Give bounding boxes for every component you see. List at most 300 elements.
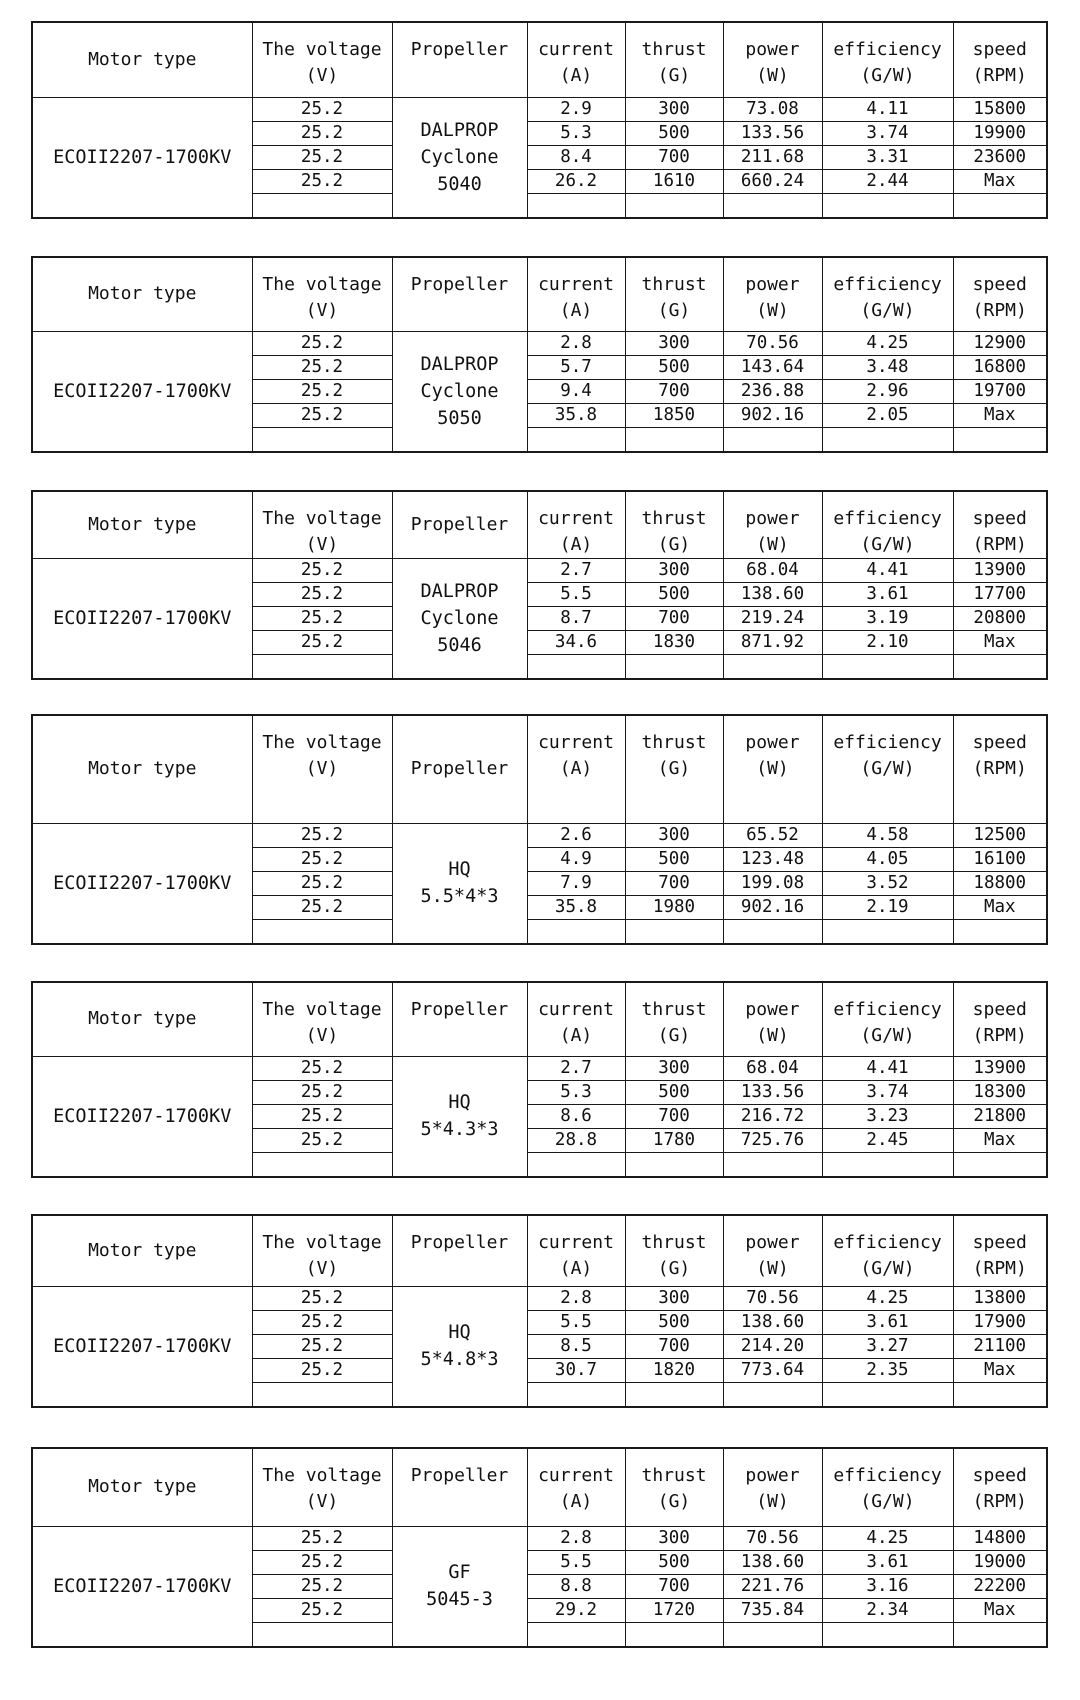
speed-cell: Max (953, 169, 1047, 193)
header-voltage-line: The voltage (262, 732, 382, 753)
propeller-line: HQ (448, 859, 471, 880)
power-cell: 216.72 (723, 1104, 822, 1128)
power-cell: 143.64 (723, 355, 822, 379)
header-power-line: (W) (756, 534, 789, 555)
efficiency-cell: 4.25 (822, 331, 953, 355)
current-cell (527, 1382, 625, 1407)
power-cell: 902.16 (723, 403, 822, 427)
efficiency-cell (822, 1152, 953, 1177)
propeller-line: DALPROP (420, 119, 499, 141)
current-cell: 8.4 (527, 145, 625, 169)
header-power (723, 715, 822, 823)
spec-table (31, 490, 1048, 680)
thrust-cell (625, 1382, 723, 1407)
propeller-line: 5*4.8*3 (420, 1349, 499, 1370)
efficiency-cell (822, 427, 953, 452)
voltage-cell: 25.2 (252, 895, 392, 919)
header-speed-line: (RPM) (972, 758, 1027, 779)
power-cell: 211.68 (723, 145, 822, 169)
efficiency-cell: 4.25 (822, 1526, 953, 1550)
voltage-cell: 25.2 (252, 631, 392, 655)
header-current-line: current (538, 732, 614, 753)
efficiency-cell: 3.19 (822, 607, 953, 631)
current-cell: 35.8 (527, 403, 625, 427)
speed-cell: Max (953, 1128, 1047, 1152)
propeller-cell (392, 823, 527, 944)
efficiency-cell: 2.44 (822, 169, 953, 193)
power-cell: 871.92 (723, 631, 822, 655)
speed-cell: 19900 (953, 121, 1047, 145)
thrust-cell: 1720 (625, 1598, 723, 1622)
thrust-cell: 300 (625, 1526, 723, 1550)
thrust-cell: 300 (625, 1056, 723, 1080)
header-current-line: (A) (559, 300, 593, 321)
current-cell: 9.4 (527, 379, 625, 403)
efficiency-cell (822, 1382, 953, 1407)
header-speed-line: speed (972, 274, 1027, 295)
current-cell (527, 655, 625, 680)
thrust-cell: 700 (625, 871, 723, 895)
header-voltage-line: The voltage (262, 999, 382, 1020)
table-row (32, 331, 1047, 355)
header-voltage-line: (V) (305, 758, 339, 779)
header-speed (953, 982, 1047, 1056)
header-speed-line: speed (972, 508, 1027, 529)
header-speed-line: speed (972, 732, 1027, 753)
current-cell (527, 919, 625, 944)
voltage-cell (252, 655, 392, 680)
header-efficiency-line: efficiency (833, 999, 942, 1020)
current-cell: 28.8 (527, 1128, 625, 1152)
motor-type-cell: ECOII2207-1700KV (32, 97, 252, 218)
speed-cell: 20800 (953, 607, 1047, 631)
header-thrust-line: (G) (657, 1491, 691, 1512)
voltage-cell: 25.2 (252, 145, 392, 169)
propeller-line: 5.5*4*3 (420, 886, 499, 907)
header-current-line: current (538, 39, 614, 60)
propeller-line: Cyclone (420, 380, 499, 402)
header-power-line: (W) (756, 1025, 789, 1046)
power-cell: 70.56 (723, 331, 822, 355)
speed-cell (953, 1152, 1047, 1177)
speed-cell: 12900 (953, 331, 1047, 355)
header-efficiency (822, 1448, 953, 1526)
header-current-line: (A) (559, 1258, 593, 1279)
thrust-cell: 700 (625, 1104, 723, 1128)
header-row (32, 22, 1047, 97)
thrust-cell: 700 (625, 1334, 723, 1358)
efficiency-cell: 2.10 (822, 631, 953, 655)
current-cell: 5.5 (527, 1550, 625, 1574)
speed-cell (953, 1622, 1047, 1647)
voltage-cell: 25.2 (252, 583, 392, 607)
thrust-cell: 700 (625, 607, 723, 631)
spec-table (31, 1447, 1048, 1648)
voltage-cell: 25.2 (252, 1358, 392, 1382)
header-thrust-line: thrust (641, 274, 707, 295)
current-cell: 5.7 (527, 355, 625, 379)
current-cell: 5.3 (527, 1080, 625, 1104)
header-row (32, 982, 1047, 1056)
power-cell: 70.56 (723, 1286, 822, 1310)
thrust-cell: 700 (625, 1574, 723, 1598)
efficiency-cell: 4.58 (822, 823, 953, 847)
header-speed (953, 491, 1047, 559)
header-propeller: Propeller (392, 257, 527, 331)
power-cell: 735.84 (723, 1598, 822, 1622)
header-speed (953, 22, 1047, 97)
power-cell: 902.16 (723, 895, 822, 919)
speed-cell: 12500 (953, 823, 1047, 847)
current-cell: 2.8 (527, 331, 625, 355)
header-power-line: power (745, 1465, 800, 1486)
propeller-line: Cyclone (420, 146, 499, 168)
header-efficiency-line: (G/W) (860, 65, 915, 86)
thrust-cell: 500 (625, 121, 723, 145)
current-cell: 2.8 (527, 1526, 625, 1550)
header-motor-type: Motor type (32, 1448, 252, 1526)
speed-cell: 18800 (953, 871, 1047, 895)
header-voltage-line: (V) (305, 1491, 339, 1512)
table-row (32, 1056, 1047, 1080)
header-row (32, 1448, 1047, 1526)
efficiency-cell (822, 1622, 953, 1647)
speed-cell: 19700 (953, 379, 1047, 403)
power-cell: 773.64 (723, 1358, 822, 1382)
header-thrust-line: thrust (641, 1465, 707, 1486)
current-cell: 30.7 (527, 1358, 625, 1382)
header-row (32, 715, 1047, 823)
header-propeller: Propeller (392, 715, 527, 823)
current-cell: 35.8 (527, 895, 625, 919)
current-cell: 8.8 (527, 1574, 625, 1598)
current-cell: 26.2 (527, 169, 625, 193)
spec-table (31, 714, 1048, 945)
voltage-cell: 25.2 (252, 1550, 392, 1574)
propeller-line: Cyclone (420, 608, 499, 629)
header-voltage (252, 982, 392, 1056)
thrust-cell: 1610 (625, 169, 723, 193)
speed-cell: 23600 (953, 145, 1047, 169)
spec-table (31, 21, 1048, 219)
voltage-cell (252, 193, 392, 218)
propeller-line: 5050 (437, 407, 482, 429)
header-thrust-line: (G) (657, 65, 691, 86)
header-efficiency-line: efficiency (833, 39, 942, 60)
thrust-cell: 300 (625, 559, 723, 583)
header-power-line: (W) (756, 758, 789, 779)
propeller-cell (392, 1056, 527, 1177)
current-cell (527, 1152, 625, 1177)
header-efficiency-line: (G/W) (860, 1258, 915, 1279)
power-cell: 68.04 (723, 1056, 822, 1080)
motor-type-cell: ECOII2207-1700KV (32, 1056, 252, 1177)
header-current (527, 982, 625, 1056)
voltage-cell: 25.2 (252, 1104, 392, 1128)
current-cell: 2.7 (527, 559, 625, 583)
header-efficiency-line: (G/W) (860, 1491, 915, 1512)
header-speed-line: (RPM) (972, 534, 1027, 555)
efficiency-cell: 3.16 (822, 1574, 953, 1598)
header-motor-type: Motor type (32, 1215, 252, 1286)
header-thrust (625, 22, 723, 97)
power-cell: 68.04 (723, 559, 822, 583)
header-voltage (252, 715, 392, 823)
header-speed (953, 1448, 1047, 1526)
propeller-cell (392, 331, 527, 452)
header-thrust (625, 1215, 723, 1286)
header-thrust-line: thrust (641, 39, 707, 60)
thrust-cell: 1780 (625, 1128, 723, 1152)
propeller-line: 5045-3 (426, 1589, 493, 1610)
efficiency-cell: 3.27 (822, 1334, 953, 1358)
header-current (527, 491, 625, 559)
current-cell: 8.7 (527, 607, 625, 631)
voltage-cell: 25.2 (252, 169, 392, 193)
power-cell: 65.52 (723, 823, 822, 847)
spec-table (31, 1214, 1048, 1408)
voltage-cell: 25.2 (252, 1526, 392, 1550)
speed-cell: 17900 (953, 1310, 1047, 1334)
propeller-line: DALPROP (420, 581, 499, 602)
current-cell: 5.5 (527, 1310, 625, 1334)
header-speed (953, 257, 1047, 331)
propeller-cell (392, 97, 527, 218)
speed-cell: 13800 (953, 1286, 1047, 1310)
motor-type-cell: ECOII2207-1700KV (32, 1526, 252, 1647)
power-cell (723, 1152, 822, 1177)
header-speed-line: (RPM) (972, 1025, 1027, 1046)
header-current (527, 22, 625, 97)
header-voltage-line: (V) (305, 65, 339, 86)
header-speed-line: speed (972, 1465, 1027, 1486)
header-power (723, 491, 822, 559)
header-voltage-line: The voltage (262, 1465, 382, 1486)
header-motor-type: Motor type (32, 715, 252, 823)
efficiency-cell: 2.35 (822, 1358, 953, 1382)
propeller-line: HQ (448, 1322, 471, 1343)
header-power-line: (W) (756, 1258, 789, 1279)
current-cell: 4.9 (527, 847, 625, 871)
voltage-cell: 25.2 (252, 121, 392, 145)
propeller-line: HQ (448, 1092, 471, 1113)
power-cell: 660.24 (723, 169, 822, 193)
header-current (527, 1215, 625, 1286)
voltage-cell: 25.2 (252, 403, 392, 427)
speed-cell (953, 1382, 1047, 1407)
header-current-line: (A) (559, 1491, 593, 1512)
voltage-cell (252, 1382, 392, 1407)
spec-table (31, 981, 1048, 1178)
voltage-cell: 25.2 (252, 607, 392, 631)
header-speed (953, 715, 1047, 823)
header-current-line: current (538, 1232, 614, 1253)
power-cell: 725.76 (723, 1128, 822, 1152)
speed-cell: 19000 (953, 1550, 1047, 1574)
speed-cell: 18300 (953, 1080, 1047, 1104)
current-cell: 8.6 (527, 1104, 625, 1128)
propeller-line: DALPROP (420, 353, 499, 375)
header-current (527, 257, 625, 331)
speed-cell: Max (953, 1358, 1047, 1382)
voltage-cell: 25.2 (252, 355, 392, 379)
header-power-line: power (745, 508, 800, 529)
thrust-cell: 500 (625, 1310, 723, 1334)
power-cell: 138.60 (723, 1310, 822, 1334)
header-row (32, 491, 1047, 559)
header-current-line: current (538, 508, 614, 529)
thrust-cell: 300 (625, 97, 723, 121)
efficiency-cell: 3.52 (822, 871, 953, 895)
power-cell: 138.60 (723, 583, 822, 607)
voltage-cell: 25.2 (252, 871, 392, 895)
power-cell (723, 655, 822, 680)
header-voltage (252, 1448, 392, 1526)
thrust-cell (625, 1622, 723, 1647)
header-voltage-line: (V) (305, 300, 339, 321)
current-cell: 2.9 (527, 97, 625, 121)
voltage-cell: 25.2 (252, 97, 392, 121)
header-speed (953, 1215, 1047, 1286)
header-efficiency-line: (G/W) (860, 300, 915, 321)
propeller-cell (392, 559, 527, 680)
thrust-cell: 300 (625, 1286, 723, 1310)
table-row (32, 1286, 1047, 1310)
power-cell: 70.56 (723, 1526, 822, 1550)
table-row (32, 823, 1047, 847)
header-current-line: (A) (559, 534, 593, 555)
efficiency-cell: 4.25 (822, 1286, 953, 1310)
header-power-line: (W) (756, 1491, 789, 1512)
header-power-line: power (745, 1232, 800, 1253)
voltage-cell: 25.2 (252, 1598, 392, 1622)
power-cell (723, 1382, 822, 1407)
header-voltage-line: The voltage (262, 1232, 382, 1253)
header-thrust-line: (G) (657, 1025, 691, 1046)
current-cell: 5.5 (527, 583, 625, 607)
header-voltage (252, 257, 392, 331)
thrust-cell: 1830 (625, 631, 723, 655)
thrust-cell: 1850 (625, 403, 723, 427)
header-thrust (625, 257, 723, 331)
thrust-cell: 300 (625, 331, 723, 355)
header-thrust-line: (G) (657, 300, 691, 321)
header-power (723, 257, 822, 331)
header-power-line: power (745, 274, 800, 295)
efficiency-cell: 3.23 (822, 1104, 953, 1128)
efficiency-cell: 2.19 (822, 895, 953, 919)
thrust-cell (625, 1152, 723, 1177)
thrust-cell (625, 655, 723, 680)
speed-cell: 15800 (953, 97, 1047, 121)
header-efficiency (822, 22, 953, 97)
speed-cell (953, 919, 1047, 944)
voltage-cell (252, 919, 392, 944)
header-power-line: power (745, 999, 800, 1020)
power-cell: 133.56 (723, 1080, 822, 1104)
spec-table (31, 256, 1048, 453)
current-cell: 2.8 (527, 1286, 625, 1310)
current-cell: 5.3 (527, 121, 625, 145)
speed-cell: 14800 (953, 1526, 1047, 1550)
header-thrust-line: thrust (641, 999, 707, 1020)
header-speed-line: speed (972, 39, 1027, 60)
thrust-cell (625, 427, 723, 452)
propeller-cell (392, 1286, 527, 1407)
propeller-line: GF (448, 1562, 471, 1583)
table-row (32, 559, 1047, 583)
current-cell (527, 1622, 625, 1647)
voltage-cell: 25.2 (252, 559, 392, 583)
speed-cell: Max (953, 403, 1047, 427)
current-cell: 2.6 (527, 823, 625, 847)
current-cell (527, 427, 625, 452)
header-thrust-line: thrust (641, 508, 707, 529)
efficiency-cell: 2.45 (822, 1128, 953, 1152)
header-voltage-line: The voltage (262, 39, 382, 60)
efficiency-cell: 3.74 (822, 121, 953, 145)
header-voltage-line: (V) (305, 534, 339, 555)
header-efficiency-line: efficiency (833, 732, 942, 753)
voltage-cell: 25.2 (252, 1080, 392, 1104)
voltage-cell (252, 427, 392, 452)
header-voltage-line: (V) (305, 1025, 339, 1046)
speed-cell: Max (953, 1598, 1047, 1622)
thrust-cell: 300 (625, 823, 723, 847)
power-cell: 236.88 (723, 379, 822, 403)
voltage-cell: 25.2 (252, 379, 392, 403)
power-cell: 73.08 (723, 97, 822, 121)
efficiency-cell: 3.48 (822, 355, 953, 379)
header-power (723, 982, 822, 1056)
header-propeller: Propeller (392, 491, 527, 559)
power-cell (723, 1622, 822, 1647)
speed-cell: 16100 (953, 847, 1047, 871)
header-power-line: power (745, 732, 800, 753)
speed-cell (953, 427, 1047, 452)
header-thrust-line: thrust (641, 1232, 707, 1253)
power-cell: 133.56 (723, 121, 822, 145)
efficiency-cell: 2.96 (822, 379, 953, 403)
thrust-cell: 500 (625, 847, 723, 871)
voltage-cell: 25.2 (252, 823, 392, 847)
efficiency-cell: 3.74 (822, 1080, 953, 1104)
voltage-cell (252, 1152, 392, 1177)
header-voltage-line: The voltage (262, 508, 382, 529)
speed-cell: 13900 (953, 1056, 1047, 1080)
thrust-cell: 500 (625, 1550, 723, 1574)
header-propeller: Propeller (392, 1448, 527, 1526)
propeller-line: 5040 (437, 173, 482, 195)
header-efficiency-line: (G/W) (860, 534, 915, 555)
header-thrust (625, 715, 723, 823)
table-row (32, 1526, 1047, 1550)
header-power (723, 1215, 822, 1286)
efficiency-cell: 3.61 (822, 1310, 953, 1334)
header-current (527, 1448, 625, 1526)
voltage-cell: 25.2 (252, 1334, 392, 1358)
voltage-cell: 25.2 (252, 1056, 392, 1080)
header-motor-type: Motor type (32, 491, 252, 559)
header-efficiency-line: (G/W) (860, 758, 915, 779)
thrust-cell: 700 (625, 145, 723, 169)
efficiency-cell: 4.05 (822, 847, 953, 871)
header-efficiency (822, 715, 953, 823)
header-efficiency (822, 257, 953, 331)
header-voltage (252, 491, 392, 559)
header-thrust (625, 982, 723, 1056)
header-efficiency-line: efficiency (833, 1232, 942, 1253)
